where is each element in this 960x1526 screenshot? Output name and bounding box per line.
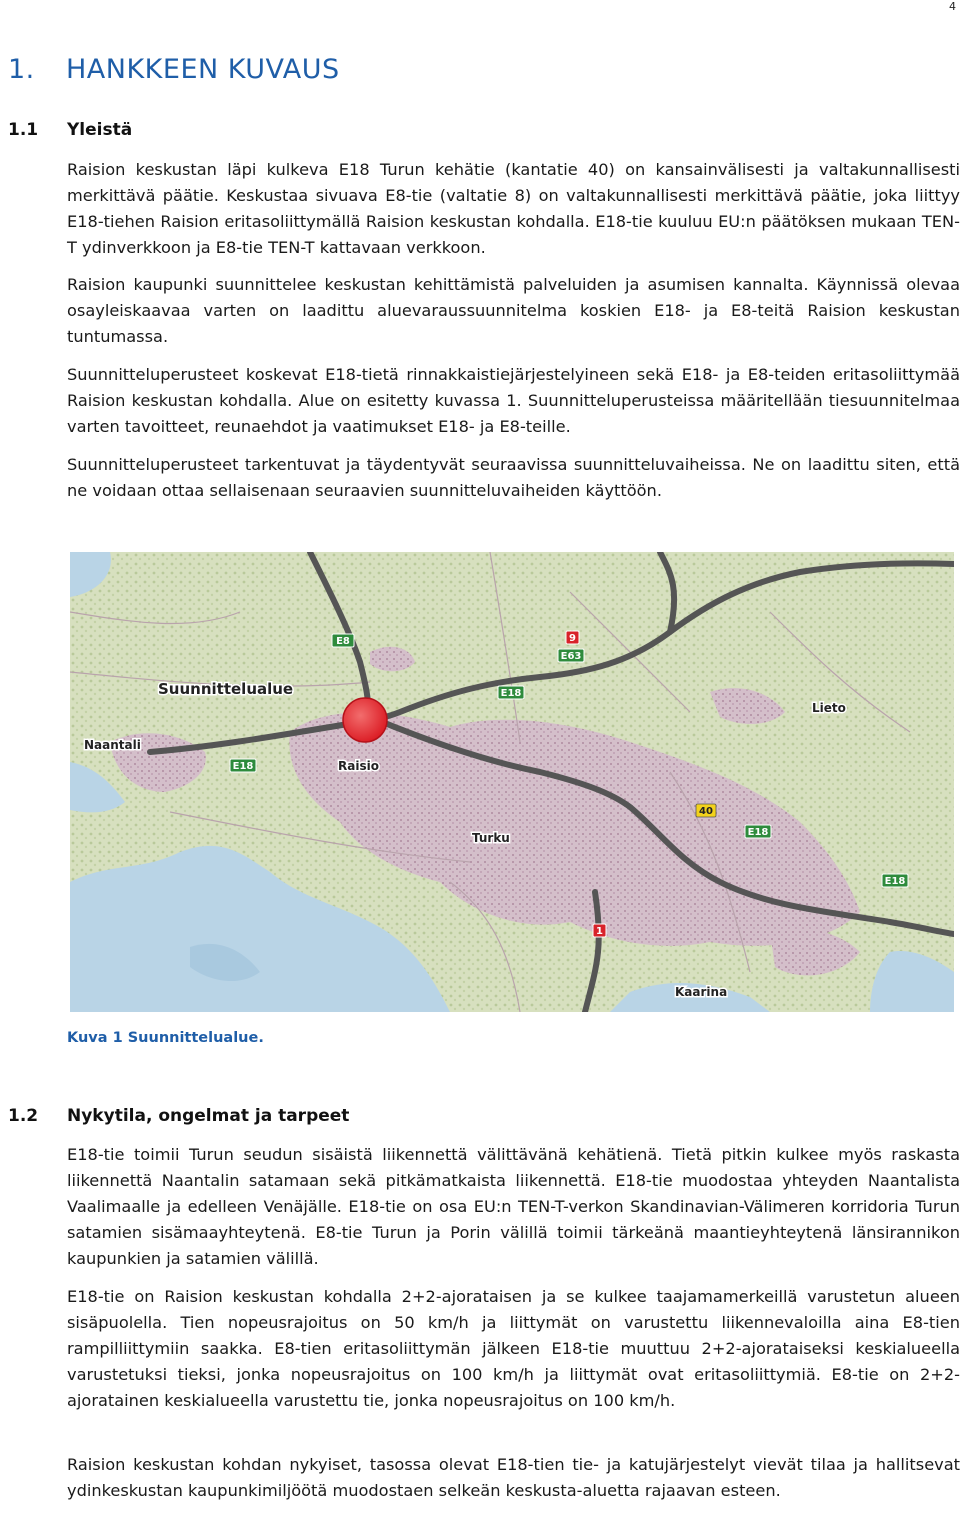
page-number: 4 bbox=[949, 0, 956, 13]
road-9-sign bbox=[566, 631, 579, 644]
road-1-sign-label: 1 bbox=[596, 926, 603, 937]
paragraph: Raision keskustan läpi kulkeva E18 Turun kehätie (kantatie 40) on kansainvälisesti ja valtakunnallisesti merkittävä päätie. Keskustaa sivuava E8-tie (valtatie 8) on valtakunnallisesti merkittävä päätie, joka liittyy E18-tiehen Raision eritasoliittymällä Raision keskustan kohdalla. E18-tie kuuluu EU:n päätöksen mukaan TEN-T ydinverkkoon ja E8-tie TEN-T kattavaan verkkoon. bbox=[67, 160, 960, 257]
e18-sign bbox=[498, 686, 524, 699]
chapter-title: HANKKEEN KUVAUS bbox=[66, 54, 340, 85]
e18-sign bbox=[882, 874, 908, 887]
e18-sign-label: E18 bbox=[232, 761, 254, 772]
section-title: Nykytila, ongelmat ja tarpeet bbox=[67, 1106, 350, 1126]
section-number: 1.1 bbox=[8, 120, 39, 140]
e63-sign bbox=[558, 649, 584, 662]
road-40-sign bbox=[696, 804, 716, 817]
paragraph: E18-tie toimii Turun seudun sisäistä liikennettä välittävänä kehätienä. Tietä pitkin kulkee myös raskasta liikennettä Naantalin satamaan sekä pitkämatkaista liikennettä. E18-tie muodostaa yhteyden Naantalista Vaalimaalle ja edelleen Venäjälle. E18-tie on osa EU:n TEN-T-verkon Skandinavian-Välimeren korridoria Turun satamien sisämaayhteytenä. E8-tie Turun ja Porin välillä toimii tärkeänä maantieyhteytenä länsirannikon kaupunkien ja satamien välillä. bbox=[67, 1145, 960, 1268]
road-1-sign bbox=[593, 924, 606, 937]
paragraph: Suunnitteluperusteet koskevat E18-tietä rinnakkaistiejärjestelyineen sekä E18- ja E8-teiden eritasoliittymää Raision keskustan kohdalla. Alue on esitetty kuvassa 1. Suunnitteluperusteissa määritellään tiesuunnitelmaa varten tavoitteet, reunaehdot ja vaatimukset E18- ja E8-teille. bbox=[67, 365, 960, 436]
place-naantali: Naantali bbox=[84, 738, 141, 752]
e18-sign-label: E18 bbox=[500, 688, 522, 699]
place-raisio: Raisio bbox=[338, 759, 379, 773]
place-turku: Turku bbox=[472, 831, 510, 845]
section-heading-1-2 bbox=[8, 1106, 349, 1126]
section-number: 1.2 bbox=[8, 1106, 39, 1126]
e8-sign-label: E8 bbox=[336, 636, 350, 647]
paragraph: Raision keskustan kohdan nykyiset, tasossa olevat E18-tien tie- ja katujärjestelyt vievät tilaa ja hallitsevat ydinkeskustan kaupunkimiljöötä muodostaen selkeän keskusta-aluetta rajaavan esteen. bbox=[67, 1455, 960, 1500]
road-40-sign-label: 40 bbox=[699, 806, 713, 817]
e8-sign bbox=[332, 634, 354, 647]
e18-sign-label: E18 bbox=[884, 876, 906, 887]
paragraph: Raision kaupunki suunnittelee keskustan kehittämistä palveluiden ja asumisen kannalta. Käynnissä olevaa osayleiskaavaa varten on laadittu aluevaraussuunnitelma koskien E18- ja E8-teitä Raision keskustan tuntumassa. bbox=[67, 275, 960, 346]
place-kaarina: Kaarina bbox=[675, 985, 728, 999]
paragraph: E18-tie on Raision keskustan kohdalla 2+2-ajorataisen ja se kulkee taajamamerkeillä varustetun alueen sisäpuolella. Tien nopeusrajoitus on 50 km/h ja liittymät on varustettu liikennevaloilla aina E8-tien rampilliittymiin saakka. E8-tien eritasoliittymän jälkeen E18-tie muuttuu 2+2-ajorataiseksi keskialueella varustetuksi tieksi, jonka nopeusrajoitus on 100 km/h ja liittymät ovat eritasoliittymiä. E8-tie on 2+2-ajoratainen keskialueella varustettu tie, jonka nopeusrajoitus on 100 km/h. bbox=[67, 1287, 960, 1410]
chapter-number: 1. bbox=[8, 54, 35, 85]
planning-area-map bbox=[70, 552, 954, 1012]
paragraph: Suunnitteluperusteet tarkentuvat ja täydentyvät seuraavissa suunnitteluvaiheissa. Ne on laadittu siten, että ne voidaan ottaa sellaisenaan seuraavien suunnitteluvaiheiden käyttöön. bbox=[67, 455, 960, 500]
e18-sign bbox=[230, 759, 256, 772]
planning-area-marker bbox=[343, 698, 387, 742]
e18-sign-label: E18 bbox=[747, 827, 769, 838]
chapter-heading bbox=[8, 54, 340, 85]
place-lieto: Lieto bbox=[812, 701, 846, 715]
e18-sign bbox=[745, 825, 771, 838]
figure-caption: Kuva 1 Suunnittelualue. bbox=[67, 1030, 264, 1046]
section-title: Yleistä bbox=[67, 120, 133, 140]
e63-sign-label: E63 bbox=[560, 651, 582, 662]
road-9-sign-label: 9 bbox=[569, 633, 576, 644]
planning-area-label: Suunnittelualue bbox=[158, 680, 294, 698]
section-heading-1-1 bbox=[8, 120, 132, 140]
